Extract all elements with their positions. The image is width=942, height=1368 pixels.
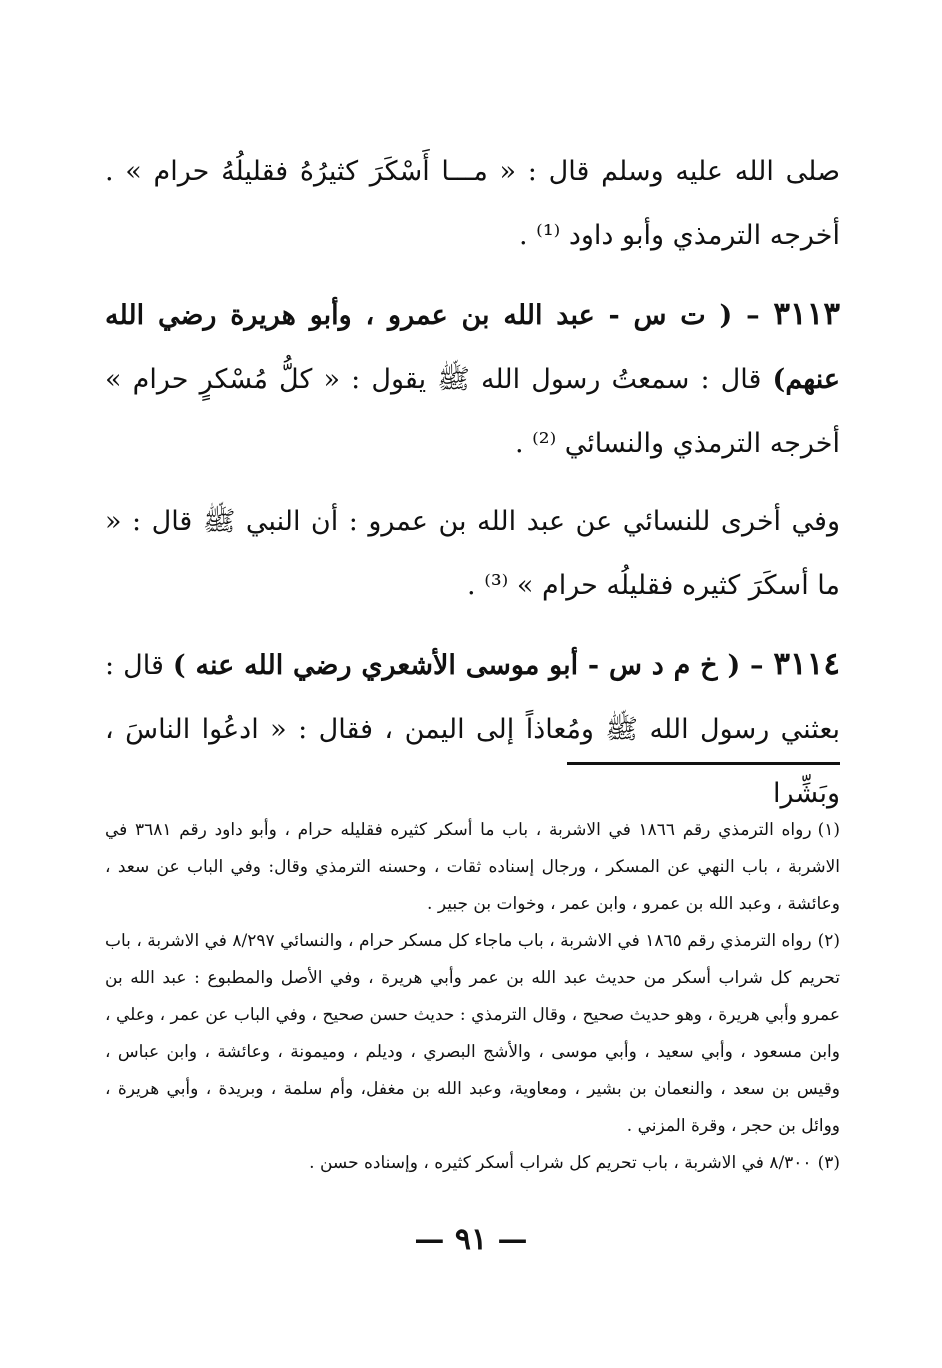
- paragraph: [105, 490, 840, 618]
- hadith-heading: – ( خ م د س - أبو موسى الأشعري رضي الله عنه ): [172, 650, 774, 681]
- page-number: — ٩١ —: [414, 1222, 528, 1257]
- footnote-divider: [567, 762, 840, 765]
- footnotes: [105, 812, 840, 1182]
- body-text: [105, 140, 840, 826]
- footnote: [105, 923, 840, 1145]
- footnote: [105, 1145, 840, 1182]
- hadith-paragraph: [105, 632, 840, 826]
- paragraph: [105, 140, 840, 268]
- paragraph-text: قال : سمعتُ رسول الله ﷺ يقول : « كلُّ مُسْكرٍ حرام » أخرجه الترمذي والنسائي ⁽²⁾ .: [105, 364, 840, 459]
- main-text: [105, 140, 840, 840]
- paragraph-text: وفي أخرى للنسائي عن عبد الله بن عمرو : أن النبي ﷺ قال : « ما أسكَرَ كثيره فقليلُه حرام » ⁽³⁾ .: [105, 506, 840, 601]
- paragraph-text: قال : بعثني رسول الله ﷺ ومُعاذاً إلى اليمن ، فقال : « ادعُوا الناسَ ، وبَشِّرا: [105, 650, 840, 809]
- footnote-number: (١): [817, 820, 840, 840]
- hadith-number: ٣١١٤: [773, 646, 840, 682]
- footnote-text: رواه الترمذي رقم ١٨٦٥ في الاشربة ، باب ماجاء كل مسكر حرام ، والنسائي ٨/٢٩٧ في الاشربة ، باب تحريم كل شراب أسكر من حديث عبد الله بن عمر وأبي هريرة ، وفي الأصل والمطبوع : عبد الله بن عمرو وأبي هريرة ، وهو حديث صحيح ، وقال الترمذي : حديث حسن صحيح ، وفي الباب عن عمر ، وعلي ، وابن مسعود ، وأبي سعيد ، وأبي موسى ، والأشج البصري ، وديلم ، وميمونة ، وعائشة ، وابن عباس ، وقيس بن سعد ، والنعمان بن بشير ، ومعاوية، وعبد الله بن مغفل، وأم سلمة ، وبريدة ، وأبي هريرة ، ووائل بن حجر ، وقرة المزني .: [105, 931, 840, 1136]
- footnote-number: (٢): [817, 931, 840, 951]
- footnote-text: رواه الترمذي رقم ١٨٦٦ في الاشربة ، باب ما أسكر كثيره فقليله حرام ، وأبو داود رقم ٣٦٨١ في الاشربة ، باب النهي عن المسكر ، ورجال إسناده ثقات ، وحسنه الترمذي وقال: وفي الباب عن سعد ، وعائشة ، وعبد الله بن عمرو ، وابن عمر ، وخوات بن جبير .: [105, 820, 840, 914]
- footnote-text: ٨/٣٠٠ في الاشربة ، باب تحريم كل شراب أسكر كثيره ، وإسناده حسن .: [309, 1153, 812, 1173]
- hadith-heading: – ( ت س - عبد الله بن عمرو ، وأبو هريرة رضي الله عنهم): [105, 300, 840, 395]
- footnote-number: (٣): [817, 1153, 840, 1173]
- hadith-paragraph: [105, 282, 840, 476]
- footnote: [105, 812, 840, 923]
- paragraph-text: صلى الله عليه وسلم قال : « مـــا أَسْكَرَ كثيرُهُ فقليلُهُ حرام » . أخرجه الترمذي وأبو داود ⁽¹⁾ .: [105, 156, 840, 251]
- hadith-number: ٣١١٣: [773, 296, 840, 332]
